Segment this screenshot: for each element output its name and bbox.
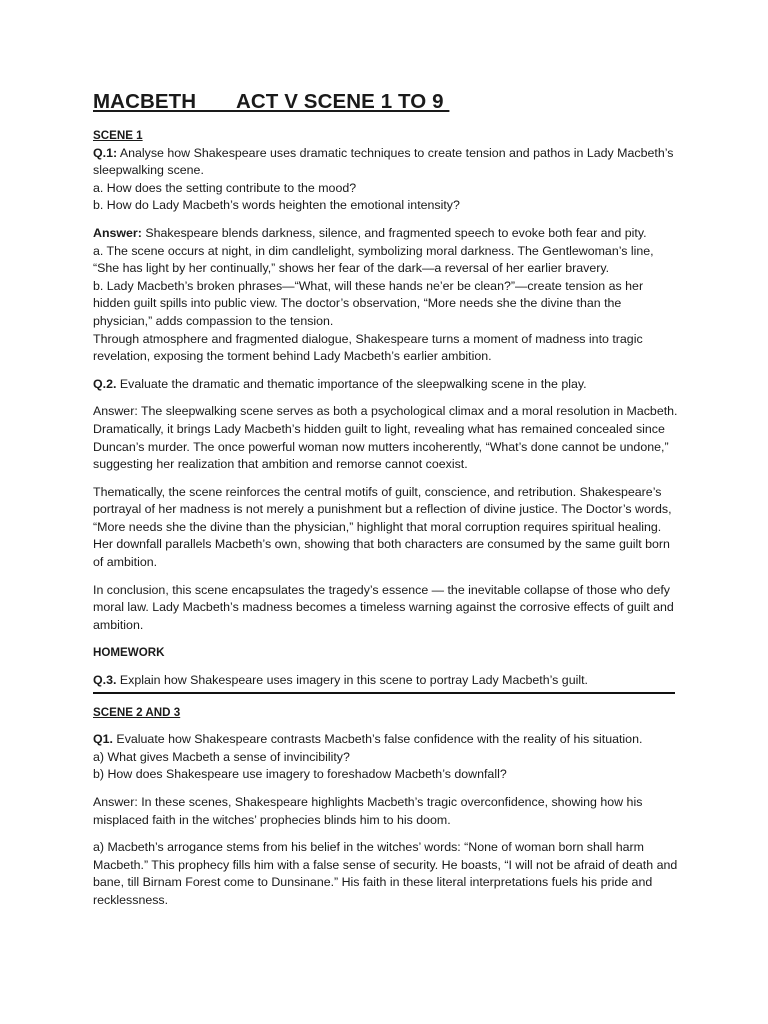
q2-label: Q.2.	[93, 376, 117, 391]
scene23-heading-text: SCENE 2 AND 3	[93, 705, 181, 719]
q3-text: Explain how Shakespeare uses imagery in this scene to portray Lady Macbeth’s guilt.	[116, 673, 588, 688]
scene23-heading	[93, 704, 683, 722]
answer1-conclusion: Through atmosphere and fragmented dialogue, Shakespeare turns a moment of madness into tragic revelation, exposing the torment behind Lady Macbeth’s earlier ambition.	[93, 331, 643, 364]
scene23-q1-label: Q1.	[93, 732, 113, 747]
q1-label: Q.1:	[93, 145, 118, 160]
scene1-answer1	[93, 225, 683, 366]
scene23-answer-paragraph-2: a) Macbeth’s arrogance stems from his belief in the witches’ words: “None of woman born shall harm Macbeth.” This prophecy fills him with a false sense of security. He boasts, “I will not be afraid of death and bane, till Birnam Forest come to Dunsinane.” His faith in these literal interpretations fuels his pride and recklessness.	[93, 840, 678, 907]
homework-question	[93, 672, 683, 690]
scene1-question1	[93, 127, 683, 215]
answer1-part-a: a. The scene occurs at night, in dim candlelight, symbolizing moral darkness. The Gentlewoman’s line, “She has light by her continually,” shows her fear of the dark—a reversal of her earlier bravery.	[93, 243, 654, 276]
q1-text: Analyse how Shakespeare uses dramatic techniques to create tension and pathos in Lady Macbeth’s sleepwalking scene.	[93, 145, 674, 178]
scene23-q1-part-a: a) What gives Macbeth a sense of invincibility?	[93, 749, 350, 764]
q2-text: Evaluate the dramatic and thematic importance of the sleepwalking scene in the play.	[116, 376, 587, 391]
document-title: MACBETH ACT V SCENE 1 TO 9	[93, 90, 450, 113]
section-divider	[93, 692, 675, 694]
answer2-paragraph-3: In conclusion, this scene encapsulates the tragedy’s essence — the inevitable collapse of those who defy moral law. Lady Macbeth’s madness becomes a timeless warning against the corrosive effects of guilt and ambition.	[93, 582, 674, 632]
q1-part-b: b. How do Lady Macbeth’s words heighten the emotional intensity?	[93, 198, 460, 213]
homework-heading-text: HOMEWORK	[93, 646, 165, 660]
q3-label: Q.3.	[93, 673, 117, 688]
scene23-answer-paragraph-1: Answer: In these scenes, Shakespeare highlights Macbeth’s tragic overconfidence, showing how his misplaced faith in the witches’ prophecies blinds him to his doom.	[93, 795, 643, 827]
answer2-paragraph-1: Answer: The sleepwalking scene serves as both a psychological climax and a moral resolution in Macbeth. Dramatically, it brings Lady Macbeth’s hidden guilt to light, revealing what has remained concealed since Duncan’s murder. The once powerful woman now mutters incoherently, “What’s done cannot be undone,” suggesting her realization that ambition and remorse cannot coexist.	[93, 404, 678, 472]
scene23-q1-text: Evaluate how Shakespeare contrasts Macbeth’s false confidence with the reality of his situation.	[112, 732, 643, 747]
document-body	[93, 127, 683, 920]
scene1-heading: SCENE 1	[93, 129, 143, 142]
q1-part-a: a. How does the setting contribute to the mood?	[93, 180, 357, 195]
answer1-intro: Shakespeare blends darkness, silence, and fragmented speech to evoke both fear and pity.	[141, 225, 647, 240]
scene23-question1	[93, 731, 683, 784]
answer1-label: Answer:	[93, 225, 142, 240]
answer2-paragraph-2: Thematically, the scene reinforces the central motifs of guilt, conscience, and retribution. Shakespeare’s portrayal of her madness is not merely a punishment but a reflection of divine justice. The Doctor’s words, “More needs she the divine than the physician,” highlight that moral corruption requires spiritual healing. Her downfall parallels Macbeth’s own, showing that both characters are consumed by the same guilt born of ambition.	[93, 484, 672, 570]
scene23-q1-part-b: b) How does Shakespeare use imagery to foreshadow Macbeth’s downfall?	[93, 767, 507, 782]
answer1-part-b: b. Lady Macbeth’s broken phrases—“What, will these hands ne’er be clean?”—create tension as her hidden guilt spills into public view. The doctor’s observation, “More needs she the divine than the physician,” adds compassion to the tension.	[93, 278, 644, 328]
scene1-question2	[93, 376, 683, 394]
homework-heading	[93, 644, 683, 662]
